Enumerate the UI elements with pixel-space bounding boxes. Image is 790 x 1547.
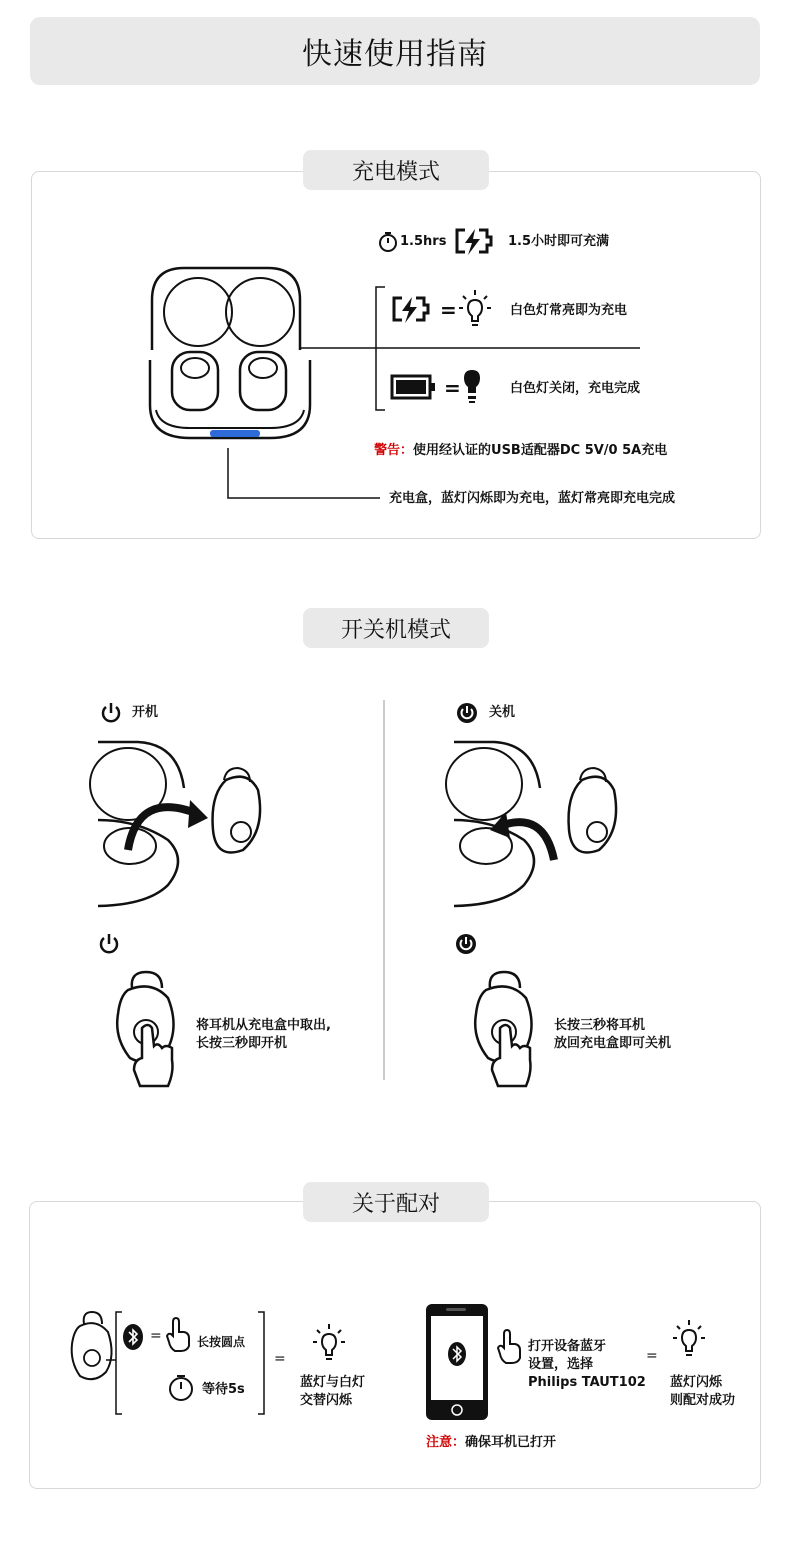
equals-sign: = [646,1348,658,1364]
power-icon [98,933,120,955]
charging-battery-icon [453,228,495,256]
bulb-on-icon [458,288,492,328]
page-title: 快速使用指南 [30,17,760,85]
case-note: 充电盒，蓝灯闪烁即为充电，蓝灯常亮即充电完成 [389,491,676,506]
power-off-icon [455,933,477,955]
phone-line2: 设置，选择 [528,1357,594,1372]
charged-note: 白色灯关闭，充电完成 [510,381,641,396]
stopwatch-icon [168,1374,194,1402]
note-label: 注意： [426,1435,466,1450]
phone-line1: 打开设备蓝牙 [528,1339,607,1354]
bulb-on-icon [312,1322,346,1362]
power-icon [100,702,122,724]
led-alt-line1: 蓝灯与白灯 [300,1375,366,1390]
press-earbud-illustration [112,968,192,1093]
equals-sign: = [274,1351,286,1367]
long-press-text: 长按圆点 [197,1335,246,1349]
power-on-line2: 长按三秒即开机 [196,1036,288,1051]
note-body: 确保耳机已打开 [465,1435,557,1450]
take-out-earbud-illustration [98,740,298,910]
hand-press-icon [165,1318,191,1352]
equals-sign: = [440,298,457,322]
earbud-illustration [70,1310,116,1385]
bulb-off-icon [462,368,482,404]
full-battery-icon [390,374,438,402]
wait-text: 等待5s [202,1382,245,1397]
power-off-icon [456,702,478,724]
phone-illustration [424,1302,490,1422]
success-line2: 则配对成功 [670,1393,736,1408]
phone-line3: Philips TAUT102 [528,1375,646,1390]
power-off-label: 关机 [489,705,516,720]
equals-sign: = [150,1328,162,1344]
power-on-line1: 将耳机从充电盒中取出, [196,1018,331,1033]
power-on-label: 开机 [132,705,159,720]
power-divider [383,700,385,1080]
power-off-line1: 长按三秒将耳机 [554,1018,646,1033]
bluetooth-icon [122,1322,146,1352]
power-section-title: 开关机模式 [303,608,489,648]
return-earbud-illustration [454,740,654,910]
warning-text [374,442,667,460]
warning-body: 使用经认证的USB适配器DC 5V/0 5A充电 [413,443,668,458]
time-note: 1.5小时即可充满 [508,234,610,249]
power-off-line2: 放回充电盒即可关机 [554,1036,672,1051]
pairing-section-title: 关于配对 [303,1182,489,1222]
bulb-on-icon [672,1318,706,1358]
time-badge: 1.5hrs [400,234,447,249]
led-alt-line2: 交替闪烁 [300,1393,353,1408]
success-line1: 蓝灯闪烁 [670,1375,723,1390]
charging-section-title: 充电模式 [303,150,489,190]
hand-press-icon [496,1330,522,1364]
pairing-note [426,1434,556,1452]
charging-note: 白色灯常亮即为充电 [510,303,628,318]
equals-sign: = [444,376,461,400]
stopwatch-icon [378,231,398,253]
press-earbud-illustration [470,968,550,1093]
warning-label: 警告： [374,443,414,458]
charging-battery-icon [390,296,432,324]
